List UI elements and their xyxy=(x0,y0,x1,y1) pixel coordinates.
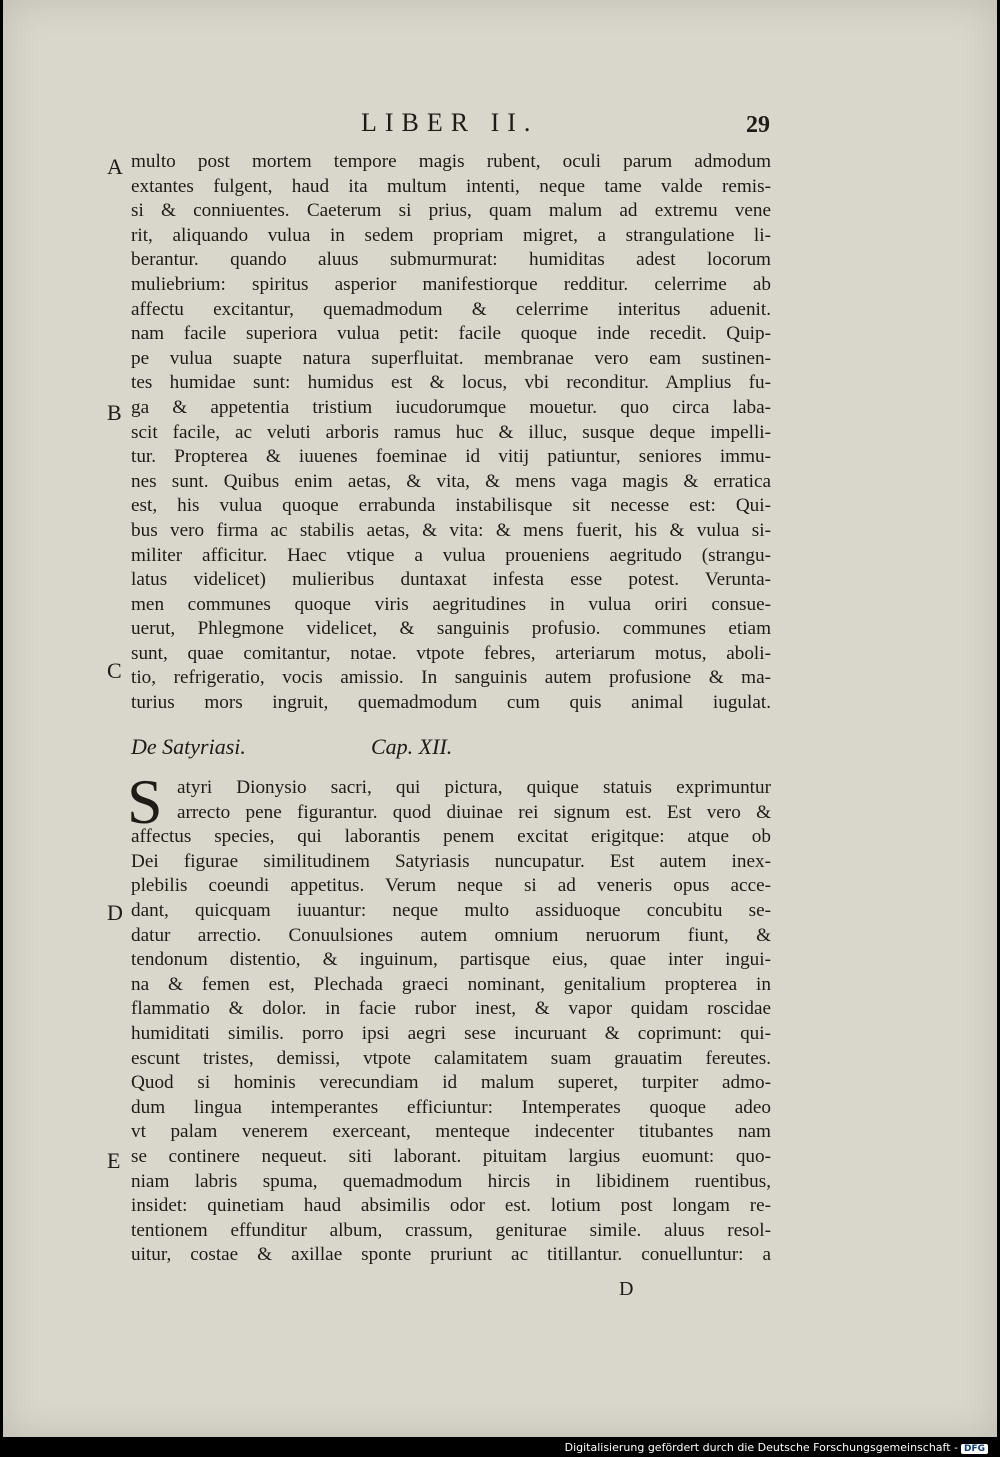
chapter-number: Cap. XII. xyxy=(371,734,453,759)
running-title: LIBER II. xyxy=(361,108,539,137)
margin-letter-b: B xyxy=(107,400,122,425)
text-line: dum lingua intemperantes efficiuntur: Intemperates quoque adeo xyxy=(131,1096,771,1118)
text-line: muliebrium: spiritus asperior manifestiorque redditur. celerrime ab xyxy=(131,273,771,295)
text-line: niam labris spuma, quemadmodum hircis in libidinem ruentibus, xyxy=(131,1170,771,1192)
text-line: tentionem effunditur album, crassum, geniturae simile. aluus resol- xyxy=(131,1219,771,1241)
margin-letter-c: C xyxy=(107,658,122,683)
drop-cap: S xyxy=(127,766,163,837)
chapter-xii-lines xyxy=(131,825,771,1268)
chapter-xi-text xyxy=(131,150,771,716)
text-line: vt palam venerem exerceant, menteque indecenter titubantes nam xyxy=(131,1121,771,1143)
dfg-logo: DFG xyxy=(961,1444,988,1454)
text-line: atyri Dionysio sacri, qui pictura, quique statuis exprimuntur xyxy=(177,777,771,798)
text-line: latus videlicet) mulieribus duntaxat infesta esse potest. Verunta- xyxy=(131,569,771,591)
chapter-xii-text xyxy=(127,766,771,1268)
text-line: dant, quicquam iuuantur: neque multo assiduoque concubitu se- xyxy=(131,899,771,921)
text-line: flammatio & dolor. in facie rubor inest, & vapor quidam roscidae xyxy=(131,998,771,1020)
text-line: scit facile, ac veluti arboris ramus huc & illuc, susque deque impelli- xyxy=(131,421,771,443)
chapter-heading xyxy=(131,734,771,764)
chapter-title: De Satyriasi. xyxy=(131,734,246,759)
text-line: tes humidae sunt: humidus est & locus, vbi reconditur. Amplius fu- xyxy=(131,372,771,394)
text-line: sunt, quae comitantur, notae. vtpote febres, arteriarum motus, aboli- xyxy=(131,642,771,664)
text-line: pe vulua suapte natura superfluitat. membranae vero eam sustinen- xyxy=(131,347,771,369)
text-line: escunt tristes, demissi, vtpote calamitatem suam grauatim fereutes. xyxy=(131,1047,771,1069)
text-line: ga & appetentia tristium iucudorumque mouetur. quo circa laba- xyxy=(131,396,771,418)
text-line: se continere nequeut. siti laborant. pituitam largius euomunt: quo- xyxy=(131,1145,771,1167)
text-line: men communes quoque viris aegritudines in vulua oriri consue- xyxy=(131,593,771,615)
text-line: bus vero firma ac stabilis aetas, & vita: & mens fuerit, his & vulua si- xyxy=(131,519,771,541)
page-number: 29 xyxy=(746,112,770,138)
footer-text: Digitalisierung gefördert durch die Deutsche Forschungsgemeinschaft - xyxy=(564,1441,958,1454)
margin-letter-e: E xyxy=(107,1148,121,1173)
text-line: uerut, Phlegmone videlicet, & sanguinis profusio. communes etiam xyxy=(131,618,771,640)
text-line: plebilis coeundi appetitus. Verum neque si ad veneris opus acce- xyxy=(131,875,771,897)
text-line: affectu excitantur, quemadmodum & celerrime interitus aduenit. xyxy=(131,298,771,320)
text-line: humiditati similis. porro ipsi aegri sese incuruant & coprimunt: qui- xyxy=(131,1022,771,1044)
text-line: nes sunt. Quibus enim aetas, & vita, & mens vaga magis & erratica xyxy=(131,470,771,492)
text-line: rit, aliquando vulua in sedem propriam migret, a strangulatione li- xyxy=(131,224,771,246)
text-line: datur arrectio. Conuulsiones autem omnium neruorum fiunt, & xyxy=(131,924,771,946)
margin-letter-d: D xyxy=(107,900,123,925)
footer-credit xyxy=(565,1441,988,1454)
text-line: tendonum distentio, & inguinum, partisque eius, quae inter ingui- xyxy=(131,949,771,971)
text-line: arrecto pene figurantur. quod diuinae rei signum est. Est vero & xyxy=(177,801,771,823)
margin-letter-a: A xyxy=(107,154,123,179)
catchword: D xyxy=(619,1278,634,1300)
text-line: turius mors ingruit, quemadmodum cum quis animal iugulat. xyxy=(131,692,771,714)
text-line: extantes fulgent, haud ita multum intenti, neque tame valde remis- xyxy=(131,175,771,197)
text-line: tio, refrigeratio, vocis amissio. In sanguinis autem profusione & ma- xyxy=(131,667,771,689)
text-line: berantur. quando aluus submurmurat: humiditas adest locorum xyxy=(131,249,771,271)
text-line: na & femen est, Plechada graeci nominant, genitalium propterea in xyxy=(131,973,771,995)
text-line: nam facile superiora vulua petit: facile quoque inde recedit. Quip- xyxy=(131,323,771,345)
text-line: Quod si hominis verecundiam id malum superet, turpiter admo- xyxy=(131,1072,771,1094)
text-line: militer afficitur. Haec vtique a vulua proueniens aegritudo (strangu- xyxy=(131,544,771,566)
text-line: Dei figurae similitudinem Satyriasis nuncupatur. Est autem inex- xyxy=(131,850,771,872)
text-line: uitur, costae & axillae sponte pruriunt ac titillantur. conuelluntur: a xyxy=(131,1244,771,1266)
text-line: est, his vulua quoque errabunda instabilisque sit necesse est: Qui- xyxy=(131,495,771,517)
text-line: affectus species, qui laborantis penem excitat erigitque: atque ob xyxy=(131,826,771,848)
text-line: insidet: quinetiam haud absimilis odor est. lotium post longam re- xyxy=(131,1195,771,1217)
text-line: tur. Propterea & iuuenes foeminae id vitij patiuntur, seniores immu- xyxy=(131,446,771,468)
text-line: multo post mortem tempore magis rubent, oculi parum admodum xyxy=(131,151,771,172)
text-line: si & conniuentes. Caeterum si prius, quam malum ad extremu vene xyxy=(131,200,771,222)
book-page xyxy=(3,0,997,1437)
